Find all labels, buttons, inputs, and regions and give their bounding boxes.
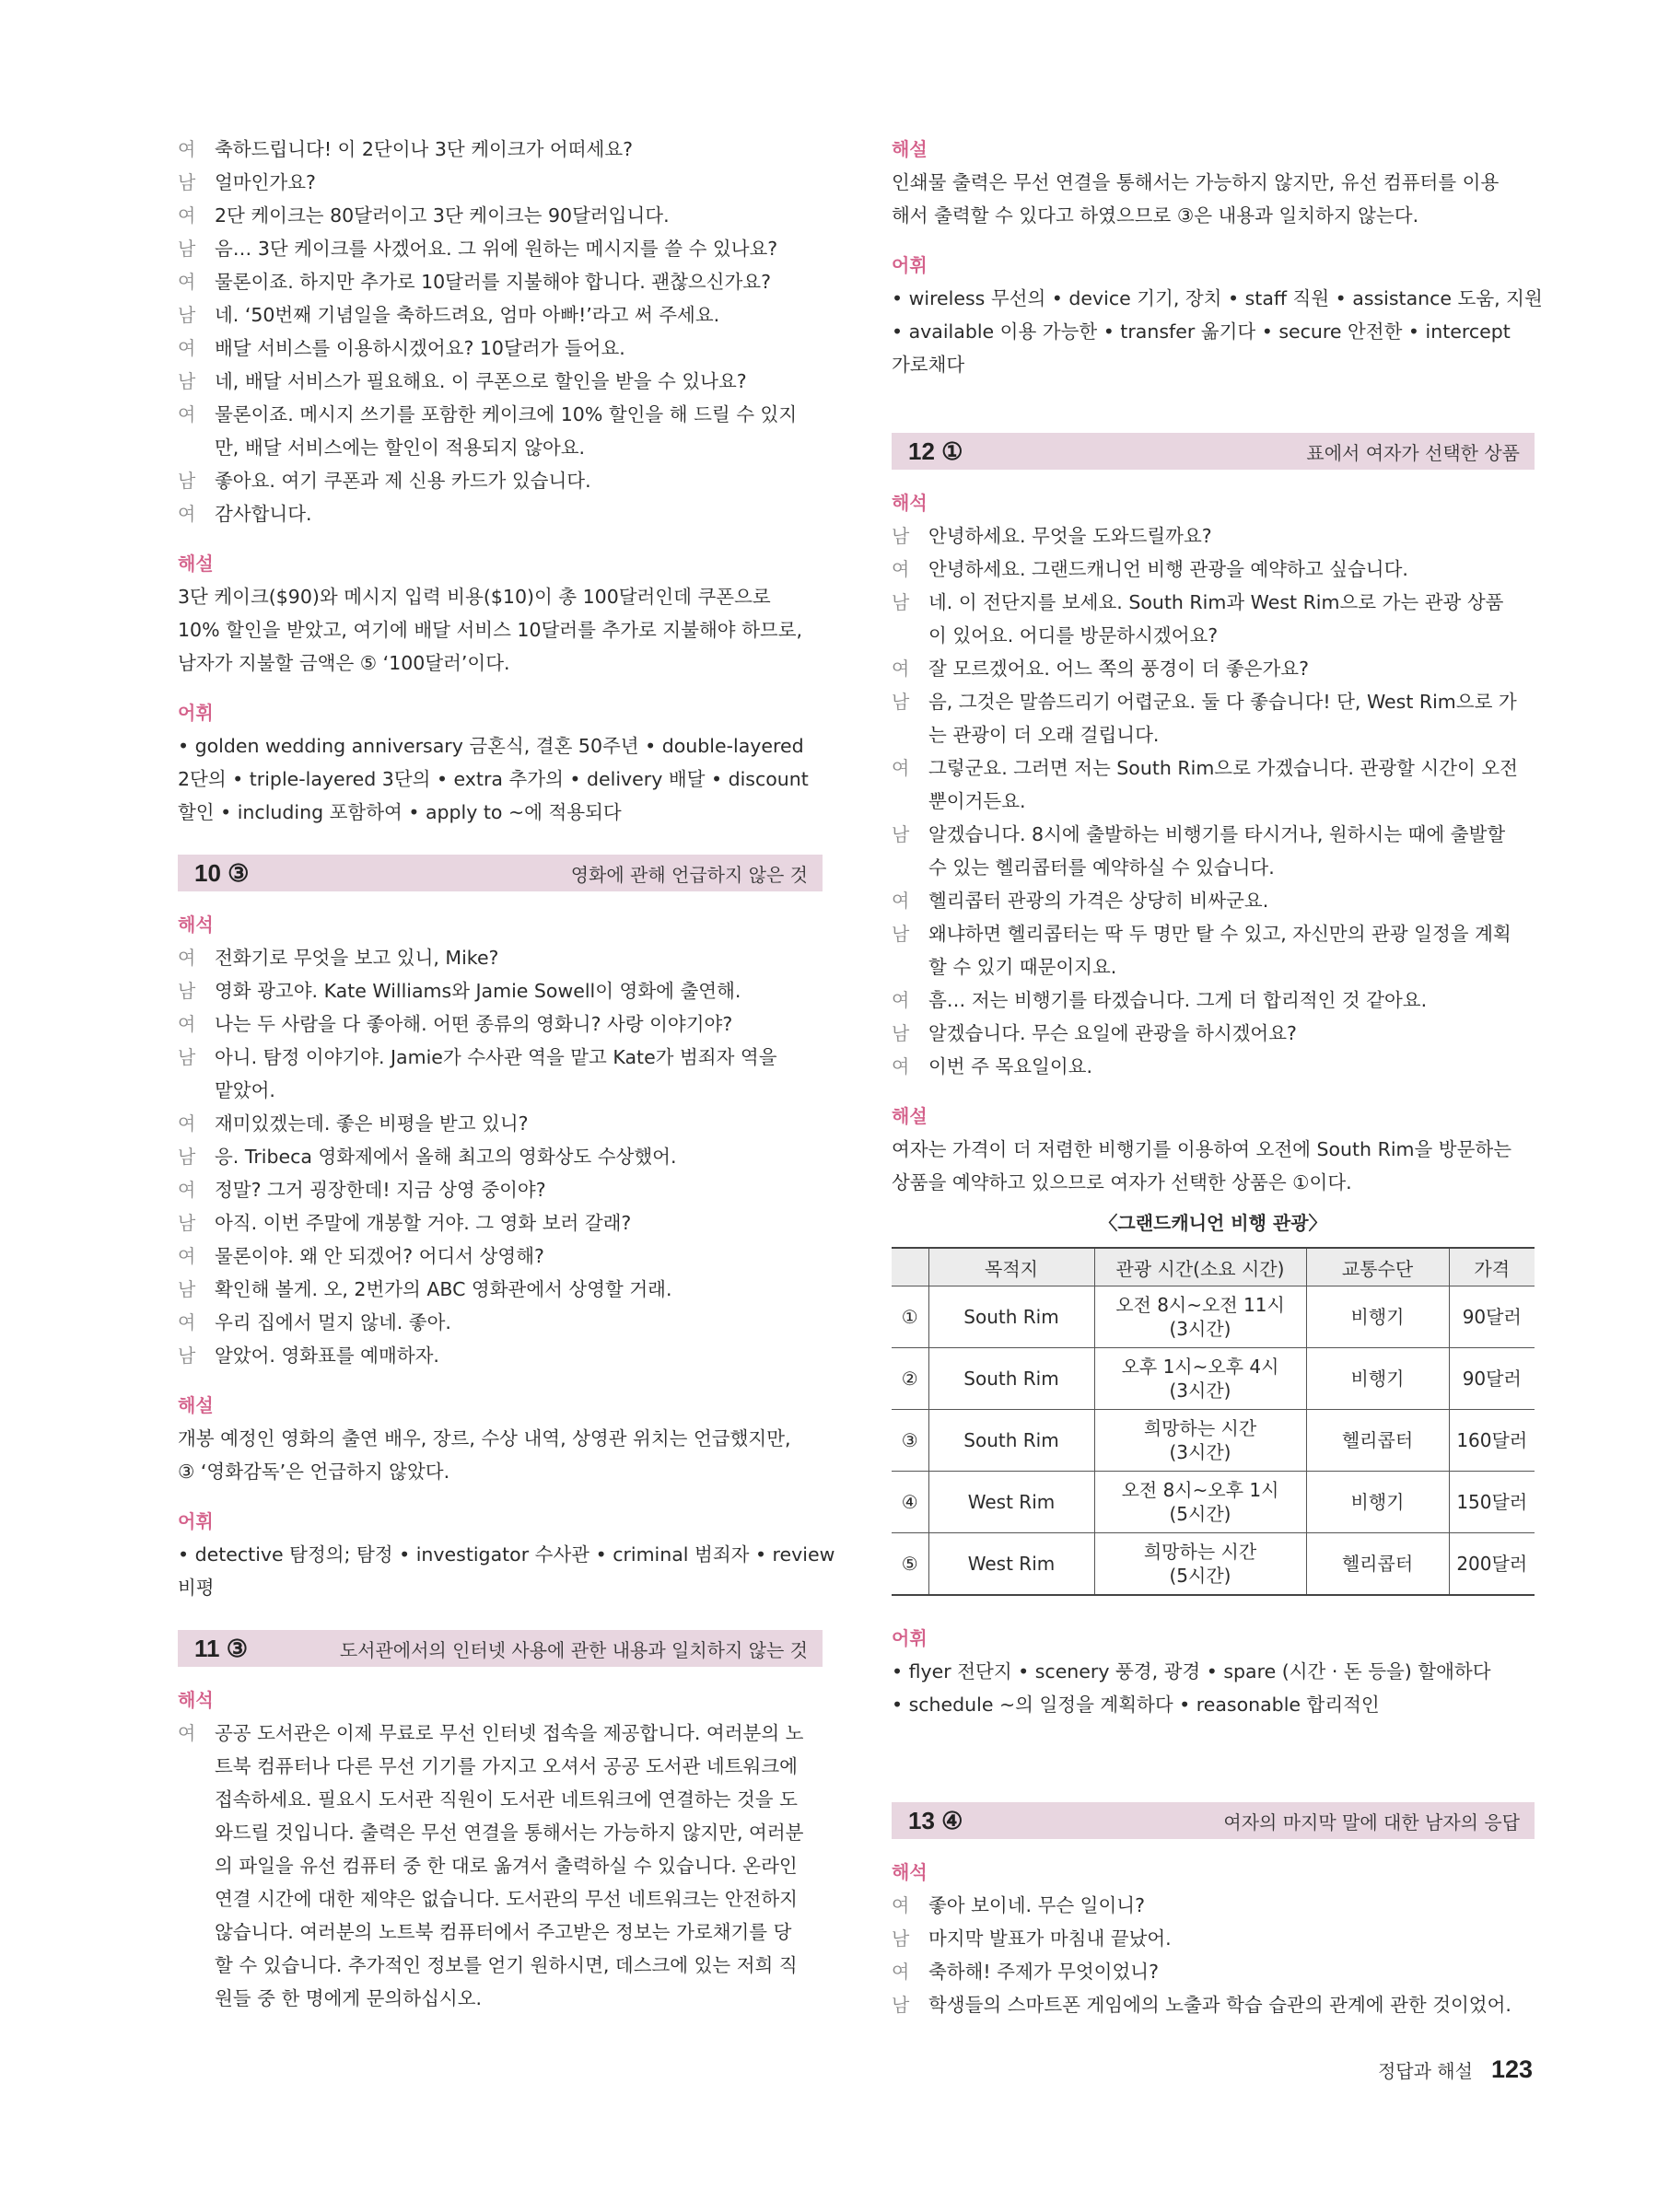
dialogue-text: 학생들의 스마트폰 게임에의 노출과 학습 습관의 관계에 관한 것이었어.: [928, 1994, 1511, 2016]
dialogue-line: [178, 166, 823, 199]
cell-text: 200달러: [1456, 1553, 1528, 1575]
speaker-label: [892, 619, 928, 652]
dialogue-text: 이번 주 목요일이요.: [928, 1055, 1092, 1077]
cell-text: ④: [901, 1491, 918, 1513]
dialogue-text: 물론이죠. 하지만 추가로 10달러를 지불해야 합니다. 괜찮으신가요?: [215, 271, 771, 293]
dialogue-text: 얼마인가요?: [215, 171, 316, 193]
speaker-label: 여: [178, 1722, 196, 1744]
dialogue-line: [178, 1273, 823, 1306]
speaker-label: 남: [178, 1146, 196, 1168]
dialogue-line: [178, 1041, 823, 1074]
speaker-label: 남: [892, 591, 910, 613]
text-line: 원들 중 한 명에게 문의하십시오.: [215, 1987, 483, 2009]
text-line: 할 수 있습니다. 추가적인 정보를 얻기 원하시면, 데스크에 있는 저희 직: [215, 1954, 798, 1976]
dialogue-text: 알겠습니다. 8시에 출발하는 비행기를 타시거나, 원하시는 때에 출발할: [928, 823, 1506, 845]
table-cell: [1449, 1533, 1535, 1596]
table-cell: [892, 1348, 928, 1410]
dialogue-line: [178, 941, 823, 974]
dialogue-line: [178, 1173, 823, 1206]
table-cell: [1094, 1472, 1306, 1533]
text-line: 공공 도서관은 이제 무료로 무선 인터넷 접속을 제공합니다. 여러분의 노: [215, 1722, 804, 1744]
cell-text: West Rim: [967, 1553, 1056, 1575]
dialogue-text: 재미있겠는데. 좋은 비평을 받고 있니?: [215, 1112, 529, 1135]
dialogue-text: 마지막 발표가 마침내 끝났어.: [928, 1927, 1172, 1950]
speaker-label: [178, 1074, 215, 1107]
q10-explanation: [178, 1422, 823, 1488]
dialogue-text: 감사합니다.: [215, 503, 312, 525]
dialogue-text: 2단 케이크는 80달러이고 3단 케이크는 90달러입니다.: [215, 204, 670, 227]
dialogue-text: 는 관광이 더 오래 걸립니다.: [928, 724, 1160, 746]
dialogue-line-continued: [892, 950, 1535, 984]
cell-text: ①: [901, 1306, 918, 1328]
speaker-label: 여: [178, 1245, 196, 1267]
cell-text: 160달러: [1456, 1429, 1528, 1451]
cell-text: 오전 8시~오후 1시: [1121, 1479, 1279, 1501]
speaker-label: 남: [178, 1046, 196, 1068]
dialogue-line: [178, 1107, 823, 1140]
dialogue-line: [178, 1140, 823, 1173]
dialogue-text: 우리 집에서 멀지 않네. 좋아.: [215, 1311, 451, 1333]
text-line: 개봉 예정인 영화의 출연 배우, 장르, 수상 내역, 상영관 위치는 언급했지만,: [178, 1427, 791, 1449]
dialogue-text: 음, 그것은 말씀드리기 어렵군요. 둘 다 좋습니다! 단, West Rim으로 가: [928, 691, 1517, 713]
dialogue-line: [178, 1339, 823, 1372]
q12-translation-tag: 해석: [892, 492, 928, 514]
dialogue-text: 응. Tribeca 영화제에서 올해 최고의 영화상도 수상했어.: [215, 1146, 677, 1168]
table-header-cell: 가격: [1449, 1248, 1535, 1286]
table-cell: [1306, 1533, 1449, 1596]
speaker-label: 남: [178, 470, 196, 492]
q11-vocab-tag: 어휘: [892, 254, 928, 276]
dialogue-line: [178, 398, 823, 431]
cell-text: (3시간): [1169, 1441, 1231, 1463]
cell-text: (3시간): [1169, 1318, 1231, 1340]
cell-text: West Rim: [967, 1491, 1056, 1513]
dialogue-text: 그렇군요. 그러면 저는 South Rim으로 가겠습니다. 관광할 시간이 오전: [928, 757, 1518, 779]
dialogue-line: [892, 818, 1535, 851]
dialogue-line: [178, 1007, 823, 1041]
cell-text: 비행기: [1350, 1368, 1405, 1390]
text-line: 접속하세요. 필요시 도서관 직원이 도서관 네트워크에 연결하는 것을 도: [215, 1788, 798, 1810]
text-line: • golden wedding anniversary 금혼식, 결혼 50주년 • double-layered: [178, 735, 804, 757]
text-line: 가로채다: [892, 354, 965, 376]
speaker-label: 여: [178, 337, 196, 359]
cell-text: (5시간): [1169, 1565, 1231, 1587]
q12-explanation-tag: 해설: [892, 1105, 928, 1127]
dialogue-text: 정말? 그거 굉장한데! 지금 상영 중이야?: [215, 1179, 546, 1201]
cell-text: ⑤: [901, 1553, 918, 1575]
dialogue-text: 음… 3단 케이크를 사겠어요. 그 위에 원하는 메시지를 쓸 수 있나요?: [215, 238, 778, 260]
dialogue-line: [892, 553, 1535, 586]
table-header-cell: 교통수단: [1306, 1248, 1449, 1286]
q13-translation-tag: 해석: [892, 1861, 928, 1883]
dialogue-line: [178, 265, 823, 298]
text-line: 연결 시간에 대한 제약은 없습니다. 도서관의 무선 네트워크는 안전하지: [215, 1888, 798, 1910]
dialogue-text: 안녕하세요. 무엇을 도와드릴까요?: [928, 525, 1212, 547]
text-line: ③ ‘영화감독’은 언급하지 않았다.: [178, 1461, 450, 1483]
q9-explanation-tag: 해설: [178, 553, 214, 575]
table-cell: [1094, 1410, 1306, 1472]
dialogue-line: [178, 1240, 823, 1273]
tour-table: [892, 1247, 1535, 1596]
dialogue-text: 좋아 보이네. 무슨 일이니?: [928, 1894, 1145, 1916]
text-line: 비평: [178, 1577, 215, 1599]
q11-header-bar: [178, 1630, 823, 1667]
text-line: 10% 할인을 받았고, 여기에 배달 서비스 10달러를 추가로 지불해야 하므로,: [178, 619, 803, 641]
dialogue-text: 물론이야. 왜 안 되겠어? 어디서 상영해?: [215, 1245, 544, 1267]
table-row: [892, 1286, 1535, 1348]
q12-number: 12 ①: [908, 437, 963, 465]
cell-text: (3시간): [1169, 1380, 1231, 1402]
text-line: 2단의 • triple-layered 3단의 • extra 추가의 • delivery 배달 • discount: [178, 768, 809, 790]
table-header-row: [892, 1248, 1535, 1286]
dialogue-line: [178, 464, 823, 497]
dialogue-line: [892, 917, 1535, 950]
dialogue-line: [178, 133, 823, 166]
speaker-label: [892, 785, 928, 818]
q11-number: 11 ③: [194, 1634, 249, 1662]
dialogue-text: 아직. 이번 주말에 개봉할 거야. 그 영화 보러 갈래?: [215, 1212, 632, 1234]
dialogue-line: [892, 685, 1535, 718]
text-line: 상품을 예약하고 있으므로 여자가 선택한 상품은 ①이다.: [892, 1171, 1352, 1193]
table-row: [892, 1472, 1535, 1533]
page-footer: [1378, 2055, 1533, 2084]
text-line: 해서 출력할 수 있다고 하였으므로 ③은 내용과 일치하지 않는다.: [892, 204, 1419, 227]
dialogue-text: 네. 이 전단지를 보세요. South Rim과 West Rim으로 가는 관광 상품: [928, 591, 1504, 613]
q12-vocab-tag: 어휘: [892, 1627, 928, 1649]
speaker-label: 여: [178, 503, 196, 525]
speaker-label: 여: [178, 947, 196, 969]
speaker-label: 남: [892, 525, 910, 547]
table-cell: [928, 1286, 1094, 1348]
table-header-cell: 목적지: [928, 1248, 1094, 1286]
q13-description: 여자의 마지막 말에 대한 남자의 응답: [1223, 1810, 1520, 1834]
speaker-label: 여: [892, 558, 910, 580]
q9-vocab: [178, 729, 823, 829]
speaker-label: 남: [178, 304, 196, 326]
speaker-label: 남: [892, 691, 910, 713]
speaker-label: 남: [178, 1278, 196, 1300]
q12-header-bar: [892, 433, 1535, 470]
table-cell: [892, 1472, 928, 1533]
cell-text: 비행기: [1350, 1306, 1405, 1328]
text-line: • schedule ~의 일정을 계획하다 • reasonable 합리적인: [892, 1694, 1380, 1716]
dialogue-line: [892, 652, 1535, 685]
table-cell: [1306, 1472, 1449, 1533]
dialogue-line: [892, 1988, 1535, 2021]
speaker-label: 여: [892, 757, 910, 779]
table-cell: [928, 1533, 1094, 1596]
table-cell: [892, 1286, 928, 1348]
q11-translation-tag: 해석: [178, 1689, 214, 1711]
dialogue-text: 네, 배달 서비스가 필요해요. 이 쿠폰으로 할인을 받을 수 있나요?: [215, 370, 747, 392]
q11-vocab: [892, 282, 1543, 381]
table-header-cell: 관광 시간(소요 시간): [1094, 1248, 1306, 1286]
cell-text: 헬리콥터: [1341, 1429, 1414, 1451]
cell-text: 희망하는 시간: [1143, 1541, 1257, 1563]
table-cell: [1449, 1410, 1535, 1472]
cell-text: 150달러: [1456, 1491, 1528, 1513]
text-line: 할인 • including 포함하여 • apply to ~에 적용되다: [178, 801, 622, 823]
text-line: 와드릴 것입니다. 출력은 무선 연결을 통해서는 가능하지 않지만, 여러분: [215, 1822, 804, 1844]
speaker-label: [178, 431, 215, 464]
dialogue-line: [892, 1050, 1535, 1083]
dialogue-text: 영화 광고야. Kate Williams와 Jamie Sowell이 영화에 출연해.: [215, 980, 741, 1002]
table-cell: [1449, 1348, 1535, 1410]
dialogue-line: [892, 1955, 1535, 1988]
dialogue-line: [892, 984, 1535, 1017]
dialogue-text: 헬리콥터 관광의 가격은 상당히 비싸군요.: [928, 890, 1269, 912]
dialogue-text: 배달 서비스를 이용하시겠어요? 10달러가 들어요.: [215, 337, 625, 359]
text-line: 트북 컴퓨터나 다른 무선 기기를 가지고 오셔서 공공 도서관 네트워크에: [215, 1755, 798, 1777]
speaker-label: 남: [892, 1022, 910, 1044]
cell-text: South Rim: [963, 1306, 1059, 1328]
table-cell: [892, 1410, 928, 1472]
table-row: [892, 1348, 1535, 1410]
q13-header-bar: [892, 1802, 1535, 1839]
speaker-label: 여: [892, 989, 910, 1011]
table-cell: [1094, 1533, 1306, 1596]
cell-text: ②: [901, 1368, 918, 1390]
q9-explanation: [178, 580, 823, 680]
dialogue-line-continued: [178, 431, 823, 464]
dialogue-text: 뿐이거든요.: [928, 790, 1026, 812]
speaker-label: 여: [892, 1894, 910, 1916]
dialogue-line: [892, 1922, 1535, 1955]
q12-description: 표에서 여자가 선택한 상품: [1306, 441, 1520, 464]
q12-vocab: [892, 1655, 1535, 1721]
table-row: [892, 1533, 1535, 1596]
dialogue-line: [178, 1206, 823, 1240]
table-cell: [1094, 1286, 1306, 1348]
dialogue-text: 수 있는 헬리콥터를 예약하실 수 있습니다.: [928, 856, 1275, 879]
table-cell: [928, 1410, 1094, 1472]
speaker-label: 여: [892, 1055, 910, 1077]
q11-monologue-text: [215, 1717, 823, 2015]
dialogue-text: 알았어. 영화표를 예매하자.: [215, 1345, 439, 1367]
cell-text: 희망하는 시간: [1143, 1417, 1257, 1439]
dialogue-text: 아니. 탐정 이야기야. Jamie가 수사관 역을 맡고 Kate가 범죄자 역을: [215, 1046, 777, 1068]
dialogue-line: [892, 751, 1535, 785]
table-cell: [1306, 1286, 1449, 1348]
dialogue-line-continued: [892, 718, 1535, 751]
dialogue-line: [178, 232, 823, 265]
q9-vocab-tag: 어휘: [178, 702, 214, 724]
table-cell: [928, 1472, 1094, 1533]
table-cell: [1306, 1348, 1449, 1410]
dialogue-line: [178, 298, 823, 332]
speaker-label: 여: [178, 1179, 196, 1201]
right-column: [892, 133, 1543, 2021]
footer-label: 정답과 해설: [1377, 2060, 1473, 2082]
q13-number: 13 ④: [908, 1806, 963, 1834]
dialogue-line-continued: [178, 1074, 823, 1107]
text-line: 의 파일을 유선 컴퓨터 중 한 대로 옮겨서 출력하실 수 있습니다. 온라인: [215, 1855, 798, 1877]
cell-text: 헬리콥터: [1341, 1553, 1414, 1575]
speaker-label: 여: [178, 271, 196, 293]
text-line: • wireless 무선의 • device 기기, 장치 • staff 직원 • assistance 도움, 지원: [892, 287, 1543, 309]
dialogue-text: 이 있어요. 어디를 방문하시겠어요?: [928, 624, 1219, 646]
speaker-label: 남: [178, 1345, 196, 1367]
q12-dialogue: [892, 519, 1535, 1083]
q13-dialogue: [892, 1889, 1535, 2021]
speaker-label: 여: [178, 138, 196, 160]
dialogue-line-continued: [892, 851, 1535, 884]
speaker-label: 남: [892, 823, 910, 845]
table-cell: [928, 1348, 1094, 1410]
dialogue-line: [892, 519, 1535, 553]
cell-text: 오후 1시~오후 4시: [1121, 1356, 1279, 1378]
dialogue-text: 확인해 볼게. 오, 2번가의 ABC 영화관에서 상영할 거래.: [215, 1278, 672, 1300]
dialogue-line: [892, 884, 1535, 917]
dialogue-text: 잘 모르겠어요. 어느 쪽의 풍경이 더 좋은가요?: [928, 658, 1309, 680]
dialogue-text: 축하해! 주제가 무엇이었니?: [928, 1961, 1159, 1983]
speaker-label: [892, 718, 928, 751]
text-line: • flyer 전단지 • scenery 풍경, 광경 • spare (시간 · 돈 등을) 할애하다: [892, 1660, 1491, 1682]
speaker-label: 남: [892, 923, 910, 945]
cell-text: South Rim: [963, 1429, 1059, 1451]
q10-vocab-tag: 어휘: [178, 1510, 214, 1532]
dialogue-line: [892, 586, 1535, 619]
speaker-label: [892, 851, 928, 884]
table-header-cell: [892, 1248, 928, 1286]
speaker-label: 여: [178, 1013, 196, 1035]
speaker-label: [892, 950, 928, 984]
q12-explanation: [892, 1133, 1535, 1199]
dialogue-line: [178, 1306, 823, 1339]
left-column: [178, 133, 835, 2015]
q10-dialogue: [178, 941, 823, 1372]
table-cell: [1449, 1472, 1535, 1533]
speaker-label: 남: [178, 1212, 196, 1234]
text-line: 남자가 지불할 금액은 ⑤ ‘100달러’이다.: [178, 652, 510, 674]
dialogue-text: 알겠습니다. 무슨 요일에 관광을 하시겠어요?: [928, 1022, 1297, 1044]
cell-text: (5시간): [1169, 1503, 1231, 1525]
speaker-label: 여: [178, 403, 196, 425]
cell-text: ③: [901, 1429, 918, 1451]
speaker-label: 남: [892, 1994, 910, 2016]
speaker-label: 남: [178, 171, 196, 193]
speaker-label: 여: [892, 658, 910, 680]
q10-translation-tag: 해석: [178, 914, 214, 936]
dialogue-text: 좋아요. 여기 쿠폰과 제 신용 카드가 있습니다.: [215, 470, 591, 492]
dialogue-text: 할 수 있기 때문이지요.: [928, 956, 1117, 978]
dialogue-text: 전화기로 무엇을 보고 있니, Mike?: [215, 947, 499, 969]
q9-dialogue: [178, 133, 823, 530]
dialogue-line-continued: [892, 619, 1535, 652]
dialogue-line: [178, 974, 823, 1007]
dialogue-line: [178, 497, 823, 530]
table-cell: [1449, 1286, 1535, 1348]
table-cell: [892, 1533, 928, 1596]
speaker-label: 남: [178, 980, 196, 1002]
cell-text: 90달러: [1462, 1306, 1522, 1328]
dialogue-text: 네. ‘50번째 기념일을 축하드려요, 엄마 아빠!’라고 써 주세요.: [215, 304, 720, 326]
tour-table-title: 〈그랜드캐니언 비행 관광〉: [1099, 1212, 1327, 1234]
q10-header-bar: [178, 855, 823, 891]
q11-explanation: [892, 166, 1535, 232]
dialogue-line: [178, 332, 823, 365]
speaker-label: 남: [892, 1927, 910, 1950]
speaker-label: 여: [178, 204, 196, 227]
dialogue-line: [892, 1889, 1535, 1922]
cell-text: 90달러: [1462, 1368, 1522, 1390]
dialogue-line: [892, 1017, 1535, 1050]
speaker-label: 남: [178, 370, 196, 392]
speaker-label: 여: [178, 1311, 196, 1333]
table-cell: [1306, 1410, 1449, 1472]
text-line: 여자는 가격이 더 저렴한 비행기를 이용하여 오전에 South Rim을 방문하는: [892, 1138, 1512, 1160]
q11-description: 도서관에서의 인터넷 사용에 관한 내용과 일치하지 않는 것: [339, 1638, 808, 1661]
speaker-label: 여: [892, 890, 910, 912]
speaker-label: 여: [892, 1961, 910, 1983]
dialogue-line-continued: [892, 785, 1535, 818]
q10-description: 영화에 관해 언급하지 않은 것: [570, 863, 808, 886]
speaker-label: 여: [178, 1112, 196, 1135]
dialogue-text: 축하드립니다! 이 2단이나 3단 케이크가 어떠세요?: [215, 138, 634, 160]
dialogue-text: 만, 배달 서비스에는 할인이 적용되지 않아요.: [215, 437, 586, 459]
dialogue-text: 나는 두 사람을 다 좋아해. 어떤 종류의 영화니? 사랑 이야기야?: [215, 1013, 733, 1035]
dialogue-text: 왜냐하면 헬리콥터는 딱 두 명만 탈 수 있고, 자신만의 관광 일정을 계획: [928, 923, 1511, 945]
cell-text: 비행기: [1350, 1491, 1405, 1513]
page-number: 123: [1490, 2055, 1533, 2083]
text-line: • detective 탐정의; 탐정 • investigator 수사관 • criminal 범죄자 • review: [178, 1543, 835, 1566]
text-line: 않습니다. 여러분의 노트북 컴퓨터에서 주고받은 정보는 가로채기를 당: [215, 1921, 792, 1943]
table-cell: [1094, 1348, 1306, 1410]
cell-text: South Rim: [963, 1368, 1059, 1390]
text-line: • available 이용 가능한 • transfer 옮기다 • secure 안전한 • intercept: [892, 320, 1511, 343]
q10-vocab: [178, 1538, 835, 1604]
table-row: [892, 1410, 1535, 1472]
q11-explanation-tag: 해설: [892, 138, 928, 160]
dialogue-text: 안녕하세요. 그랜드캐니언 비행 관광을 예약하고 싶습니다.: [928, 558, 1408, 580]
q10-explanation-tag: 해설: [178, 1394, 214, 1416]
dialogue-text: 물론이죠. 메시지 쓰기를 포함한 케이크에 10% 할인을 해 드릴 수 있지: [215, 403, 798, 425]
cell-text: 오전 8시~오전 11시: [1115, 1294, 1285, 1316]
speaker-label: 남: [178, 238, 196, 260]
dialogue-line: [178, 199, 823, 232]
dialogue-line: [178, 365, 823, 398]
text-line: 3단 케이크($90)와 메시지 입력 비용($10)이 총 100달러인데 쿠폰으로: [178, 586, 771, 608]
text-line: 인쇄물 출력은 무선 연결을 통해서는 가능하지 않지만, 유선 컴퓨터를 이용: [892, 171, 1500, 193]
q10-number: 10 ③: [194, 858, 250, 887]
dialogue-text: 맡았어.: [215, 1079, 275, 1101]
dialogue-text: 흠… 저는 비행기를 타겠습니다. 그게 더 합리적인 것 같아요.: [928, 989, 1428, 1011]
q11-monologue: [178, 1717, 823, 2015]
